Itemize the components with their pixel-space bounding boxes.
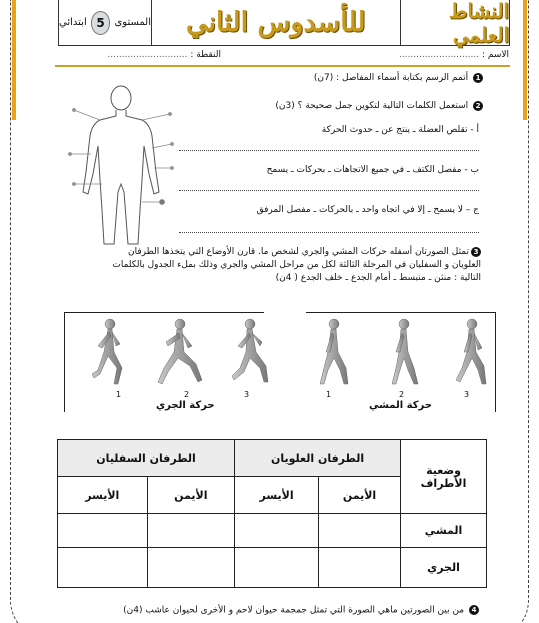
cell-walk-lower-left[interactable] bbox=[58, 514, 148, 548]
run-caption: حركة الجري bbox=[156, 400, 215, 411]
walk-number-3: 3 bbox=[464, 390, 470, 399]
left-accent-bar bbox=[12, 0, 16, 120]
run-figure-2 bbox=[158, 319, 202, 384]
upper-right-header: الأيمن bbox=[319, 477, 401, 514]
answer-line-b[interactable] bbox=[179, 190, 479, 191]
run-figure-3 bbox=[232, 319, 268, 382]
walk-number-2: 2 bbox=[399, 390, 405, 399]
name-field[interactable] bbox=[399, 50, 509, 60]
row-label-run: الجري bbox=[401, 548, 487, 588]
corner-line-2: الأطراف bbox=[420, 476, 467, 490]
question-2-item-b: ب - مفصل الكتف ـ في جميع الاتجاهات ـ بحركات ـ يسمح bbox=[266, 165, 479, 175]
question-1-number: 1 bbox=[473, 73, 483, 83]
cell-walk-upper-right[interactable] bbox=[319, 514, 401, 548]
question-3-number: 3 bbox=[471, 247, 481, 257]
run-figure-1 bbox=[92, 319, 122, 384]
question-3 bbox=[61, 246, 481, 285]
question-2-item-a: أ - تقلص العضلة ـ ينتج عن ـ حدوث الحركة bbox=[321, 125, 479, 135]
question-3-text-2: العلويان و السفليان في المرحلة الثالثة لكل من مراحل المشي والجري وذلك بملء الجدول بالكلمات bbox=[112, 260, 481, 270]
motion-mannequins bbox=[84, 316, 504, 392]
question-3-line-1 bbox=[61, 246, 481, 259]
right-accent-bar bbox=[523, 0, 527, 120]
activity-title: النشاط العلمي bbox=[448, 0, 509, 47]
cell-walk-lower-right[interactable] bbox=[147, 514, 235, 548]
motion-figures bbox=[64, 312, 496, 412]
level-suffix: ابتدائي bbox=[59, 17, 87, 28]
lower-left-header: الأيسر bbox=[58, 477, 148, 514]
question-3-text-1: تمثل الصورتان أسفله حركات المشي والجري لشخص ما. قارن الأوضاع التي يتخذها الطرفان bbox=[128, 247, 469, 257]
cell-run-lower-right[interactable] bbox=[147, 548, 235, 588]
name-label: الاسم : bbox=[481, 50, 509, 60]
header-divider bbox=[55, 65, 510, 67]
lower-limbs-header: الطرفان السفليان bbox=[58, 440, 235, 477]
comparison-table bbox=[57, 439, 487, 588]
header-title-cell bbox=[151, 0, 400, 45]
answer-line-a[interactable] bbox=[179, 150, 479, 151]
row-label-walk: المشي bbox=[401, 514, 487, 548]
question-4-number: 4 bbox=[469, 605, 479, 615]
grade-field[interactable] bbox=[107, 50, 221, 60]
student-info-row bbox=[60, 50, 509, 64]
upper-limbs-header: الطرفان العلويان bbox=[235, 440, 401, 477]
corner-line-1: وضعية bbox=[426, 463, 461, 477]
question-4 bbox=[123, 605, 479, 616]
question-3-points: ( 4ن) bbox=[275, 273, 298, 283]
level-label: المستوى bbox=[114, 17, 151, 28]
header bbox=[58, 0, 510, 46]
walk-figure-2 bbox=[392, 319, 418, 384]
question-2 bbox=[275, 100, 483, 113]
question-2-number: 2 bbox=[473, 101, 483, 111]
cell-run-upper-left[interactable] bbox=[235, 548, 319, 588]
upper-left-header: الأيسر bbox=[235, 477, 319, 514]
header-level-cell bbox=[59, 0, 151, 45]
lower-right-header: الأيمن bbox=[147, 477, 235, 514]
question-1-points: (7ن) bbox=[313, 73, 334, 83]
question-1 bbox=[314, 72, 483, 85]
answer-line-c[interactable] bbox=[179, 232, 479, 233]
run-number-2: 2 bbox=[184, 390, 190, 399]
header-activity-cell bbox=[400, 0, 509, 45]
question-3-text-3: التالية : منثن ـ منبسط ـ أمام الجدع ـ خلف الجدع bbox=[300, 273, 481, 283]
question-4-points: (4ن) bbox=[123, 605, 143, 616]
run-number-1: 1 bbox=[116, 390, 122, 399]
grade-dots: ............................ bbox=[107, 50, 188, 60]
question-2-points: (3ن) bbox=[275, 101, 295, 111]
walk-number-1: 1 bbox=[326, 390, 332, 399]
level-badge: 5 bbox=[91, 11, 111, 35]
question-2-item-c: ج – لا يسمح ـ إلا في اتجاه واحد ـ بالحركات ـ مفصل المرفق bbox=[256, 205, 479, 215]
walk-figure-1 bbox=[320, 319, 348, 384]
walk-caption: حركة المشي bbox=[369, 400, 432, 411]
table-corner-cell bbox=[401, 440, 487, 514]
walk-figure-3 bbox=[456, 319, 486, 384]
human-body-outline bbox=[66, 84, 176, 254]
question-3-line-3 bbox=[61, 272, 481, 285]
name-dots: ............................ bbox=[398, 50, 480, 60]
question-2-text: استعمل الكلمات التالية لتكوين جمل صحيحة ؟ bbox=[297, 101, 469, 111]
run-number-3: 3 bbox=[244, 390, 250, 399]
cell-run-lower-left[interactable] bbox=[58, 548, 148, 588]
question-4-text: من بين الصورتين ماهي الصورة التي تمثل جمجمة حيوان لاحم و الأخرى لحيوان عاشب bbox=[145, 605, 465, 616]
sheet-title: للأسدوس الثاني bbox=[185, 7, 366, 38]
grade-label: النقطة : bbox=[190, 50, 221, 60]
cell-run-upper-right[interactable] bbox=[319, 548, 401, 588]
question-1-text: أتمم الرسم بكتابة أسماء المفاصل : bbox=[336, 73, 469, 83]
cell-walk-upper-left[interactable] bbox=[235, 514, 319, 548]
